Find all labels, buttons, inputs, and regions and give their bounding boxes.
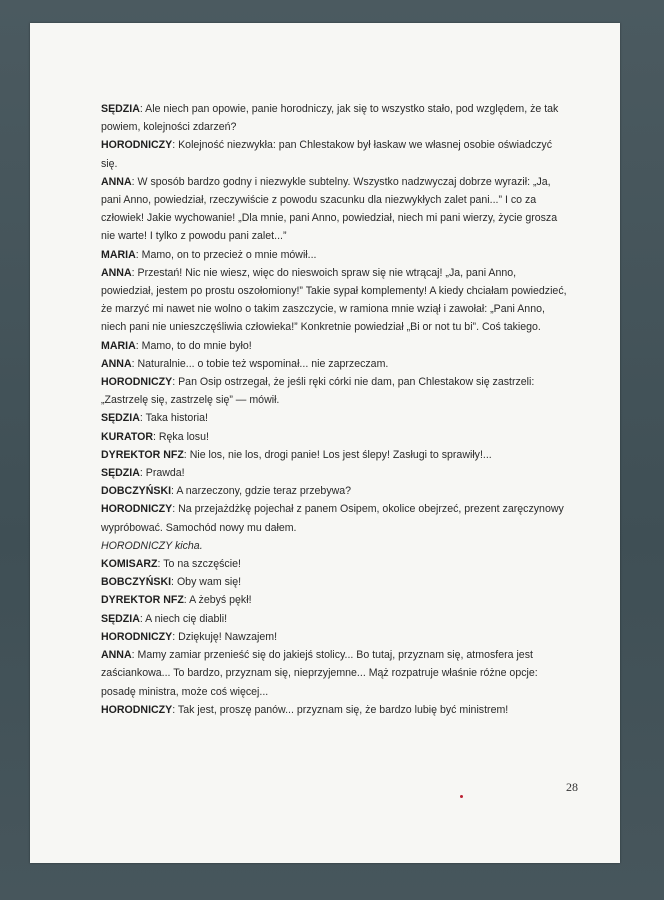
dialogue-line: KOMISARZ: To na szczęście! [101,558,241,571]
page-number: 28 [566,780,578,794]
line-text: Mamy zamiar przenieść się do jakiejś stolicy... Bo tutaj, przyznam się, atmosfera jest zaściankowa... To bardzo, przyznam się, nieprzyjemne... Mąż rozpatruje właśnie różne opcje: posadę ministra, może coś więcej... [101,649,538,698]
line-text: W sposób bardzo godny i niezwykle subtelny. Wszystko nadzwyczaj dobrze wyraził: „Ja, pani Anno, powiedział, rzeczywiście z powodu szacunku dla niezwykłych zalet pani...” I co za człowiek! Jakie wychowanie! „Dla mnie, pani Anno, powiedział, niech mi pani wierzy, życie grosza nie warte! I tylko z powodu pani zalet...” [101,175,558,243]
speaker-name: DOBCZYŃSKI [101,485,172,498]
speaker-name: DYREKTOR NFZ [101,448,184,461]
dialogue-line: SĘDZIA: Ale niech pan opowie, panie horodniczy, jak się to wszystko stało, pod względem, że tak powiem, kolejności zdarzeń? [101,103,559,134]
dialogue-line: ANNA: Naturalnie... o tobie też wspominał... nie zaprzeczam. [101,357,389,370]
speaker-name: KOMISARZ [101,558,158,571]
dialogue-line: HORODNICZY: Na przejażdżkę pojechał z panem Osipem, okolice obejrzeć, prezent zaręczynowy wypróbować. Samochód nowy mu dałem. [101,503,564,534]
dialogue-line: ANNA: Przestań! Nic nie wiesz, więc do nieswoich spraw się nie wtrącaj! „Ja, pani Anno, powiedział, jestem po prostu oszołomiony!” Takie sypał komplementy! A kiedy chciałam powiedzieć, że marzyć mi nawet nie wolno o takim zaszczycie, w ramiona mnie wziął i zawołał: „Pani Anno, niech pani nie unieszczęśliwia człowieka!” Konkretnie powiedział „Bi or not tu bi”. Coś takiego. [101,266,567,334]
speaker-name: ANNA [101,175,132,188]
dialogue-line: MARIA: Mamo, to do mnie było! [101,339,252,352]
line-text: Nie los, nie los, drogi panie! Los jest ślepy! Zasługi to sprawiły!... [189,448,492,461]
speaker-name: SĘDZIA [101,103,140,115]
line-text: Ręka losu! [158,430,209,443]
speaker-name: BOBCZYŃSKI [101,576,172,589]
line-text: Przestań! Nic nie wiesz, więc do nieswoich spraw się nie wtrącaj! „Ja, pani Anno, powiedział, jestem po prostu oszołomiony!” Takie sypał komplementy! A kiedy chciałam powiedzieć, że marzyć mi nawet nie wolno o takim zaszczycie, w ramiona mnie wziął i zawołał: „Pani Anno, niech pani nie unieszczęśliwia człowieka!” Konkretnie powiedział „Bi or not tu bi”. Coś takiego. [101,266,567,334]
line-text: Oby wam się! [176,576,242,589]
line-text: Pan Osip ostrzegał, że jeśli ręki córki nie dam, pan Chlestakow się zastrzeli: „Zastrzelę się, zastrzelę się” — mówił. [101,376,535,407]
speaker-name: HORODNICZY [101,630,173,643]
line-text: Kolejność niezwykła: pan Chlestakow był łaskaw we własnej osobie oświadczyć się. [101,139,553,170]
speaker-name: HORODNICZY [101,503,173,516]
speaker-name: HORODNICZY [101,139,173,152]
speaker-name: ANNA [101,357,132,370]
speaker-name: ANNA [101,266,132,279]
dialogue-line: DYREKTOR NFZ: Nie los, nie los, drogi panie! Los jest ślepy! Zasługi to sprawiły!... [101,448,492,461]
ink-speck [460,795,463,798]
line-text: A narzeczony, gdzie teraz przebywa? [176,485,352,498]
dialogue-line: SĘDZIA: Prawda! [101,467,185,480]
dialogue-line: HORODNICZY: Dziękuję! Nawzajem! [101,630,278,643]
dialogue-body [101,100,569,719]
line-text: Na przejażdżkę pojechał z panem Osipem, okolice obejrzeć, prezent zaręczynowy wypróbować. Samochód nowy mu dałem. [101,503,564,534]
line-text: Tak jest, proszę panów... przyznam się, że bardzo lubię być ministrem! [177,703,509,716]
line-text: Dziękuję! Nawzajem! [178,630,278,643]
dialogue-line: DYREKTOR NFZ: A żebyś pękł! [101,594,252,607]
dialogue-line: HORODNICZY: Pan Osip ostrzegał, że jeśli ręki córki nie dam, pan Chlestakow się zastrzeli: „Zastrzelę się, zastrzelę się” — mówił. [101,376,535,407]
dialogue-line: HORODNICZY: Tak jest, proszę panów... przyznam się, że bardzo lubię być ministrem! [101,703,509,716]
line-text: A niech cię diabli! [145,612,228,625]
line-text: Mamo, to do mnie było! [141,339,252,352]
line-text: Naturalnie... o tobie też wspominał... nie zaprzeczam. [137,357,389,370]
dialogue-line: HORODNICZY: Kolejność niezwykła: pan Chlestakow był łaskaw we własnej osobie oświadczyć się. [101,139,553,170]
speaker-name: HORODNICZY [101,376,173,389]
speaker-name: SĘDZIA [101,612,140,625]
speaker-name: KURATOR [101,430,153,443]
dialogue-line: DOBCZYŃSKI: A narzeczony, gdzie teraz przebywa? [101,485,352,498]
speaker-name: MARIA [101,339,136,352]
line-text: Taka historia! [145,412,208,425]
document-page [30,23,620,863]
speaker-name: HORODNICZY [101,703,173,716]
line-text: Prawda! [145,467,185,480]
dialogue-line: BOBCZYŃSKI: Oby wam się! [101,576,242,589]
speaker-name: MARIA [101,248,136,261]
line-text: Ale niech pan opowie, panie horodniczy, jak się to wszystko stało, pod względem, że tak powiem, kolejności zdarzeń? [101,103,559,134]
dialogue-line: SĘDZIA: Taka historia! [101,412,208,425]
stage-direction: HORODNICZY kicha. [101,539,203,552]
line-text: Mamo, on to przecież o mnie mówił... [141,248,317,261]
speaker-name: SĘDZIA [101,412,140,425]
dialogue-line: ANNA: Mamy zamiar przenieść się do jakiejś stolicy... Bo tutaj, przyznam się, atmosfera jest zaściankowa... To bardzo, przyznam się, nieprzyjemne... Mąż rozpatruje właśnie różne opcje: posadę ministra, może coś więcej... [101,649,538,698]
dialogue-line: MARIA: Mamo, on to przecież o mnie mówił... [101,248,317,261]
dialogue-line: ANNA: W sposób bardzo godny i niezwykle subtelny. Wszystko nadzwyczaj dobrze wyraził: „Ja, pani Anno, powiedział, rzeczywiście z powodu szacunku dla niezwykłych zalet pani...” I co za człowiek! Jakie wychowanie! „Dla mnie, pani Anno, powiedział, niech mi pani wierzy, życie grosza nie warte! I tylko z powodu pani zalet...” [101,175,558,243]
speaker-name: SĘDZIA [101,467,140,480]
line-text: To na szczęście! [163,558,241,571]
dialogue-line: KURATOR: Ręka losu! [101,430,209,443]
dialogue-line: SĘDZIA: A niech cię diabli! [101,612,228,625]
speaker-name: ANNA [101,649,132,662]
speaker-name: DYREKTOR NFZ [101,594,184,607]
line-text: A żebyś pękł! [189,594,252,607]
